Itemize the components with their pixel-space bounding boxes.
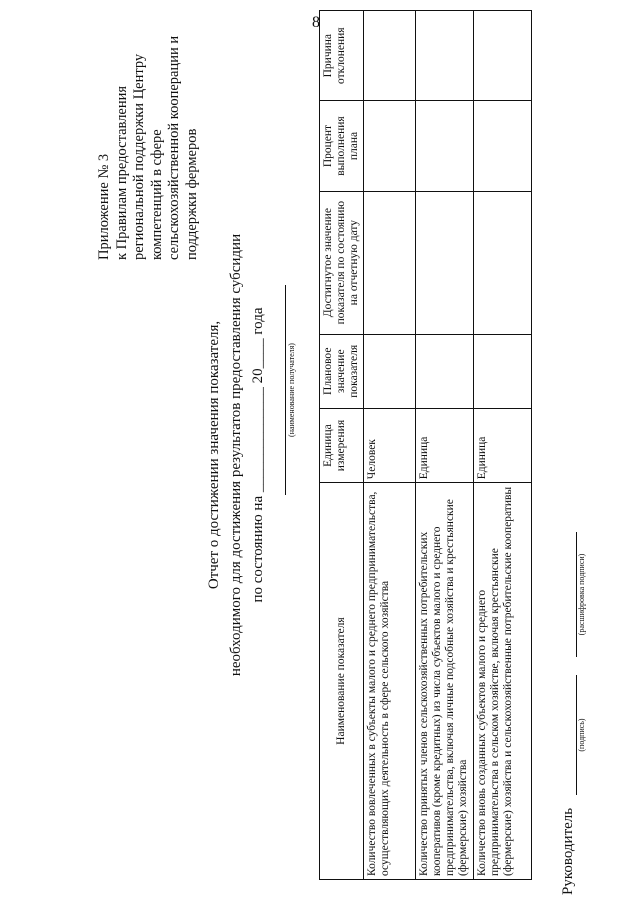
signature-caption: (подпись) (576, 675, 586, 795)
header-percent: Процент выполнения плана (320, 101, 364, 191)
appendix-line: сельскохозяйственной кооперации и (166, 35, 182, 260)
row-plan (416, 334, 474, 408)
row-actual (474, 191, 532, 334)
rotated-form (15, 15, 615, 895)
appendix-line: компетенций в сфере (148, 129, 165, 260)
header-plan: Плановое значение показателя (320, 334, 364, 408)
signature-block (560, 275, 600, 895)
recipient-caption: (наименование получателя) (285, 285, 296, 495)
table-row (474, 11, 532, 880)
appendix-line: региональной поддержки Центру (131, 53, 147, 260)
row-reason (474, 11, 532, 101)
header-indicator-name: Наименование показателя (320, 483, 364, 880)
row-plan (474, 334, 532, 408)
row-unit: Единица (474, 408, 532, 482)
row-actual (416, 191, 474, 334)
row-indicator-name: Количество принятых членов сельскохозяйственных потребительских кооперативов (кроме кредитных) из числа субъектов малого и среднего предпринимательства, включая личные подсобные хозяйства и крестьянские (фермерские) хозяйства (416, 483, 474, 880)
appendix-line: Приложение № 3 (96, 153, 112, 260)
row-percent (364, 101, 416, 191)
report-date-line: по состоянию на ______________ 20____ года (250, 307, 266, 603)
signature-role: Руководитель (560, 807, 576, 895)
row-percent (416, 101, 474, 191)
row-percent (474, 101, 532, 191)
header-reason: Причина отклонения (320, 11, 364, 101)
row-unit: Человек (364, 408, 416, 482)
row-reason (364, 11, 416, 101)
table-header-row (320, 11, 364, 880)
row-unit: Единица (416, 408, 474, 482)
signature-decode-caption: (расшифровка подписи) (576, 532, 586, 657)
report-title: Отчет о достижении значения показателя, (206, 320, 222, 590)
indicator-table (319, 10, 532, 880)
header-actual: Достигнутое значение показателя по состоянию на отчетную дату (320, 191, 364, 334)
row-actual (364, 191, 416, 334)
appendix-line: к Правилам предоставления (113, 85, 130, 260)
table-row (416, 11, 474, 880)
row-reason (416, 11, 474, 101)
table-row (364, 11, 416, 880)
header-unit: Единица измерения (320, 408, 364, 482)
report-subtitle: необходимого для достижения результатов предоставления субсидии (228, 233, 244, 677)
appendix-block (96, 20, 201, 260)
row-indicator-name: Количество вновь созданных субъектов малого и среднего предпринимательства в сельском хозяйстве, включая крестьянские (фермерские) хозяйства и сельскохозяйственные потребительские кооперативы (474, 483, 532, 880)
row-plan (364, 334, 416, 408)
row-indicator-name: Количество вовлеченных в субъекты малого и среднего предпринимательства, осуществляющих деятельность в сфере сельского хозяйства (364, 483, 416, 880)
appendix-line: поддержки фермеров (183, 128, 200, 260)
page-number: 8 (312, 14, 320, 31)
